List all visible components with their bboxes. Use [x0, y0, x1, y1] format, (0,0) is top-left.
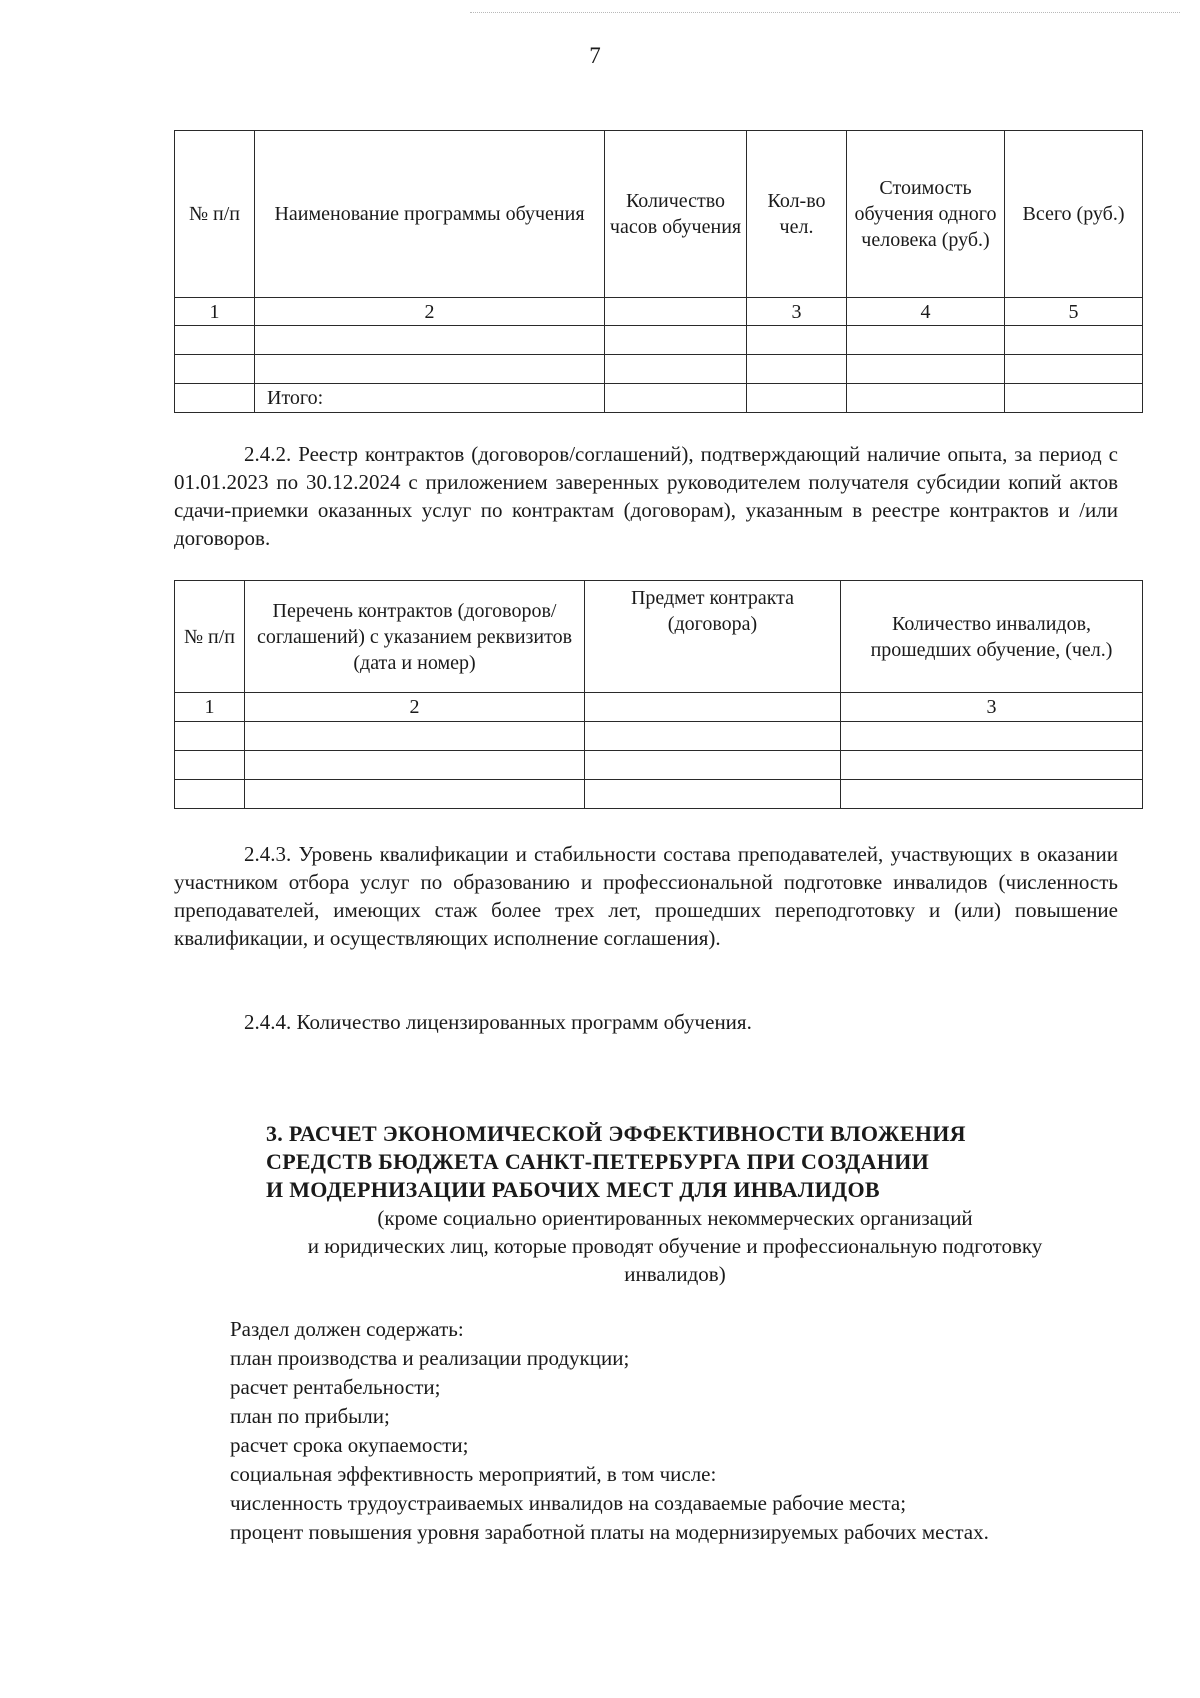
section-3-requirements-list: [230, 1315, 1130, 1547]
list-item: расчет срока окупаемости;: [230, 1433, 469, 1457]
empty-cell: [841, 751, 1143, 780]
list-item: процент повышения уровня заработной платы на модернизируемых рабочих местах.: [230, 1520, 989, 1544]
empty-cell: [175, 384, 255, 413]
empty-cell: [747, 384, 847, 413]
numbering-row: [175, 693, 1143, 722]
empty-cell: [175, 722, 245, 751]
list-item: план по прибыли;: [230, 1404, 390, 1428]
empty-cell: [175, 355, 255, 384]
section-3-heading: [266, 1120, 1066, 1204]
empty-cell: [245, 722, 585, 751]
training-programs-table: [174, 130, 1143, 413]
header-cell: Количество часов обучения: [605, 131, 747, 298]
heading-line: СРЕДСТВ БЮДЖЕТА САНКТ-ПЕТЕРБУРГА ПРИ СОЗДАНИИ: [266, 1149, 930, 1174]
empty-cell: [1005, 355, 1143, 384]
empty-cell: [605, 384, 747, 413]
paragraph-2-4-4: 2.4.4. Количество лицензированных программ обучения.: [244, 1010, 752, 1034]
empty-cell: [747, 355, 847, 384]
heading-line: И МОДЕРНИЗАЦИИ РАБОЧИХ МЕСТ ДЛЯ ИНВАЛИДОВ: [266, 1177, 880, 1202]
subheading-line: инвалидов): [624, 1262, 726, 1286]
empty-cell: [847, 326, 1005, 355]
numbering-cell: 3: [841, 693, 1143, 722]
numbering-cell: 2: [255, 298, 605, 326]
numbering-cell: [585, 693, 841, 722]
empty-cell: [585, 780, 841, 809]
numbering-row: [175, 298, 1143, 326]
numbering-cell: [605, 298, 747, 326]
header-cell: Кол-во чел.: [747, 131, 847, 298]
empty-cell: [605, 326, 747, 355]
subheading-line: (кроме социально ориентированных некоммерческих организаций: [377, 1206, 973, 1230]
header-cell: Всего (руб.): [1005, 131, 1143, 298]
list-item: численность трудоустраиваемых инвалидов на создаваемые рабочие места;: [230, 1491, 907, 1515]
total-row: [175, 384, 1143, 413]
header-cell: № п/п: [175, 581, 245, 693]
list-item: расчет рентабельности;: [230, 1375, 441, 1399]
section-3-subheading: [240, 1204, 1110, 1288]
table-row: [175, 355, 1143, 384]
empty-cell: [847, 355, 1005, 384]
empty-cell: [841, 722, 1143, 751]
numbering-cell: 3: [747, 298, 847, 326]
empty-cell: [245, 751, 585, 780]
table-row: [175, 722, 1143, 751]
numbering-cell: 1: [175, 298, 255, 326]
list-item: Раздел должен содержать:: [230, 1317, 464, 1341]
table-row: [175, 751, 1143, 780]
table-header-row: [175, 131, 1143, 298]
list-item: план производства и реализации продукции;: [230, 1346, 630, 1370]
empty-cell: [847, 384, 1005, 413]
empty-cell: [605, 355, 747, 384]
empty-cell: [245, 780, 585, 809]
contracts-registry-table: [174, 580, 1143, 809]
heading-line: 3. РАСЧЕТ ЭКОНОМИЧЕСКОЙ ЭФФЕКТИВНОСТИ ВЛОЖЕНИЯ: [266, 1121, 966, 1146]
paragraph-2-4-2: 2.4.2. Реестр контрактов (договоров/соглашений), подтверждающий наличие опыта, за период с 01.01.2023 по 30.12.2024 с приложением заверенных руководителем получателя субсидии копий актов сдачи-приемки оказанных услуг по контрактам (договорам), указанным в реестре контрактов и /или договоров.: [174, 442, 1118, 550]
header-cell: Стоимость обучения одного человека (руб.): [847, 131, 1005, 298]
table-row: [175, 326, 1143, 355]
header-cell: Количество инвалидов, прошедших обучение, (чел.): [841, 581, 1143, 693]
empty-cell: [841, 780, 1143, 809]
empty-cell: [175, 780, 245, 809]
empty-cell: [255, 355, 605, 384]
table-row: [175, 780, 1143, 809]
page-number: 7: [589, 43, 601, 68]
header-cell: Предмет контракта (договора): [585, 581, 841, 693]
empty-cell: [1005, 384, 1143, 413]
paragraph-2-4-3: 2.4.3. Уровень квалификации и стабильности состава преподавателей, участвующих в оказании участником отбора услуг по образованию и профессиональной подготовке инвалидов (численность преподавателей, имеющих стаж более трех лет, прошедших переподготовку и (или) повышение квалификации, и осуществляющих исполнение соглашения).: [174, 842, 1118, 950]
empty-cell: [255, 326, 605, 355]
scan-artifact-line: [470, 12, 1180, 13]
numbering-cell: 5: [1005, 298, 1143, 326]
table-header-row: [175, 581, 1143, 693]
empty-cell: [585, 722, 841, 751]
header-cell: № п/п: [175, 131, 255, 298]
empty-cell: [585, 751, 841, 780]
empty-cell: [175, 751, 245, 780]
empty-cell: [747, 326, 847, 355]
header-cell: Перечень контрактов (договоров/соглашений) с указанием реквизитов (дата и номер): [245, 581, 585, 693]
numbering-cell: 4: [847, 298, 1005, 326]
numbering-cell: 2: [245, 693, 585, 722]
header-cell: Наименование программы обучения: [255, 131, 605, 298]
subheading-line: и юридических лиц, которые проводят обучение и профессиональную подготовку: [307, 1234, 1043, 1258]
numbering-cell: 1: [175, 693, 245, 722]
empty-cell: [175, 326, 255, 355]
empty-cell: [1005, 326, 1143, 355]
list-item: социальная эффективность мероприятий, в том числе:: [230, 1462, 717, 1486]
total-label: Итого:: [255, 384, 605, 413]
